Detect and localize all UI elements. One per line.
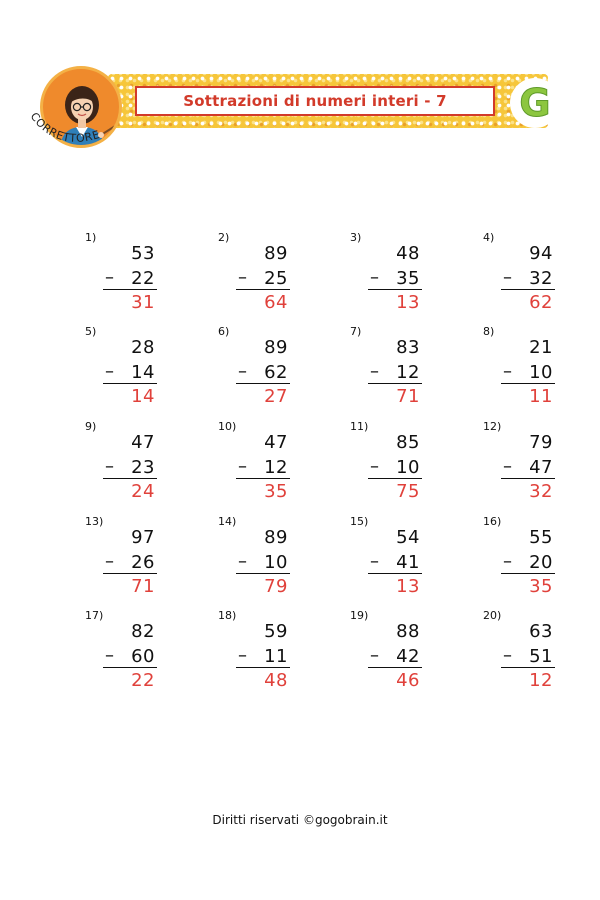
subtrahend: 10 — [396, 457, 420, 478]
subtrahend: 42 — [396, 646, 420, 667]
result: 24 — [131, 481, 155, 502]
result: 62 — [529, 292, 553, 313]
result-line — [368, 289, 422, 290]
subtrahend: 51 — [529, 646, 553, 667]
gogobrain-logo — [510, 78, 560, 128]
minuend: 94 — [529, 243, 553, 264]
minuend: 85 — [396, 432, 420, 453]
problem-number: 18) — [218, 609, 237, 622]
result: 22 — [131, 670, 155, 691]
problem-number: 14) — [218, 515, 237, 528]
result: 31 — [131, 292, 155, 313]
svg-text:CORRETTORE: CORRETTORE — [27, 110, 102, 145]
result-line — [236, 478, 290, 479]
subtrahend: 60 — [131, 646, 155, 667]
subtrahend: 10 — [529, 362, 553, 383]
result: 64 — [264, 292, 288, 313]
problem-number: 17) — [85, 609, 104, 622]
minus-sign: – — [503, 361, 512, 382]
minuend: 55 — [529, 527, 553, 548]
result: 11 — [529, 386, 553, 407]
minuend: 89 — [264, 527, 288, 548]
copyright-footer: Diritti riservati ©gogobrain.it — [212, 813, 388, 827]
result: 13 — [396, 576, 420, 597]
problem-number: 7) — [350, 325, 362, 338]
minus-sign: – — [370, 645, 379, 666]
minuend: 89 — [264, 243, 288, 264]
result: 35 — [264, 481, 288, 502]
result-line — [501, 573, 555, 574]
minuend: 88 — [396, 621, 420, 642]
subtraction-problem — [483, 231, 553, 321]
minuend: 53 — [131, 243, 155, 264]
minus-sign: – — [105, 267, 114, 288]
subtrahend: 14 — [131, 362, 155, 383]
result-line — [501, 478, 555, 479]
minus-sign: – — [503, 456, 512, 477]
problem-number: 3) — [350, 231, 362, 244]
subtraction-problem — [85, 515, 155, 605]
subtrahend: 22 — [131, 268, 155, 289]
result-line — [103, 478, 157, 479]
result: 75 — [396, 481, 420, 502]
minus-sign: – — [105, 456, 114, 477]
subtraction-problem — [85, 420, 155, 510]
problem-number: 13) — [85, 515, 104, 528]
minus-sign: – — [370, 361, 379, 382]
subtrahend: 47 — [529, 457, 553, 478]
subtrahend: 11 — [264, 646, 288, 667]
minus-sign: – — [370, 551, 379, 572]
subtrahend: 12 — [264, 457, 288, 478]
minuend: 97 — [131, 527, 155, 548]
minuend: 21 — [529, 337, 553, 358]
result-line — [103, 573, 157, 574]
result-line — [103, 383, 157, 384]
subtrahend: 20 — [529, 552, 553, 573]
result: 71 — [396, 386, 420, 407]
problem-number: 5) — [85, 325, 97, 338]
problem-number: 4) — [483, 231, 495, 244]
subtraction-problem — [218, 609, 288, 699]
title-box — [135, 86, 495, 116]
subtraction-problem — [350, 609, 420, 699]
minuend: 47 — [131, 432, 155, 453]
minus-sign: – — [503, 551, 512, 572]
minuend: 54 — [396, 527, 420, 548]
subtraction-problem — [350, 515, 420, 605]
subtraction-problem — [218, 515, 288, 605]
problem-number: 6) — [218, 325, 230, 338]
subtraction-problem — [350, 231, 420, 321]
subtrahend: 25 — [264, 268, 288, 289]
subtraction-problem — [483, 420, 553, 510]
subtraction-problem — [85, 609, 155, 699]
minus-sign: – — [105, 645, 114, 666]
result-line — [103, 667, 157, 668]
result-line — [368, 478, 422, 479]
subtraction-problem — [483, 609, 553, 699]
subtraction-problem — [350, 325, 420, 415]
subtrahend: 41 — [396, 552, 420, 573]
result-line — [501, 383, 555, 384]
subtraction-problem — [85, 325, 155, 415]
minus-sign: – — [503, 645, 512, 666]
minus-sign: – — [370, 456, 379, 477]
result-line — [236, 383, 290, 384]
result: 13 — [396, 292, 420, 313]
result-line — [236, 667, 290, 668]
problem-number: 15) — [350, 515, 369, 528]
minus-sign: – — [370, 267, 379, 288]
subtraction-problem — [85, 231, 155, 321]
subtrahend: 23 — [131, 457, 155, 478]
result: 14 — [131, 386, 155, 407]
subtraction-problem — [483, 515, 553, 605]
result-line — [368, 667, 422, 668]
result-line — [501, 289, 555, 290]
result: 35 — [529, 576, 553, 597]
subtraction-problem — [350, 420, 420, 510]
subtraction-problem — [218, 420, 288, 510]
result: 71 — [131, 576, 155, 597]
minuend: 63 — [529, 621, 553, 642]
logo-letter: G — [519, 81, 551, 125]
result-line — [501, 667, 555, 668]
subtraction-problem — [218, 231, 288, 321]
minuend: 28 — [131, 337, 155, 358]
result: 48 — [264, 670, 288, 691]
result: 27 — [264, 386, 288, 407]
subtrahend: 32 — [529, 268, 553, 289]
problem-number: 10) — [218, 420, 237, 433]
minuend: 47 — [264, 432, 288, 453]
correttore-label — [22, 104, 142, 164]
result-line — [236, 573, 290, 574]
subtrahend: 10 — [264, 552, 288, 573]
subtrahend: 12 — [396, 362, 420, 383]
problem-number: 16) — [483, 515, 502, 528]
problem-number: 2) — [218, 231, 230, 244]
subtrahend: 35 — [396, 268, 420, 289]
page-title: Sottrazioni di numeri interi - 7 — [183, 92, 447, 110]
result-line — [103, 289, 157, 290]
result: 46 — [396, 670, 420, 691]
minuend: 59 — [264, 621, 288, 642]
problem-number: 1) — [85, 231, 97, 244]
result: 12 — [529, 670, 553, 691]
result: 79 — [264, 576, 288, 597]
minuend: 48 — [396, 243, 420, 264]
problem-number: 11) — [350, 420, 369, 433]
minus-sign: – — [503, 267, 512, 288]
minus-sign: – — [238, 551, 247, 572]
result-line — [368, 573, 422, 574]
subtrahend: 26 — [131, 552, 155, 573]
problem-number: 8) — [483, 325, 495, 338]
minuend: 79 — [529, 432, 553, 453]
subtrahend: 62 — [264, 362, 288, 383]
minus-sign: – — [105, 361, 114, 382]
problem-number: 20) — [483, 609, 502, 622]
subtraction-problem — [218, 325, 288, 415]
result: 32 — [529, 481, 553, 502]
result-line — [368, 383, 422, 384]
problem-number: 9) — [85, 420, 97, 433]
minus-sign: – — [238, 456, 247, 477]
minuend: 89 — [264, 337, 288, 358]
minuend: 83 — [396, 337, 420, 358]
subtraction-problem — [483, 325, 553, 415]
minus-sign: – — [105, 551, 114, 572]
problem-number: 12) — [483, 420, 502, 433]
result-line — [236, 289, 290, 290]
minuend: 82 — [131, 621, 155, 642]
minus-sign: – — [238, 361, 247, 382]
minus-sign: – — [238, 645, 247, 666]
problem-number: 19) — [350, 609, 369, 622]
minus-sign: – — [238, 267, 247, 288]
